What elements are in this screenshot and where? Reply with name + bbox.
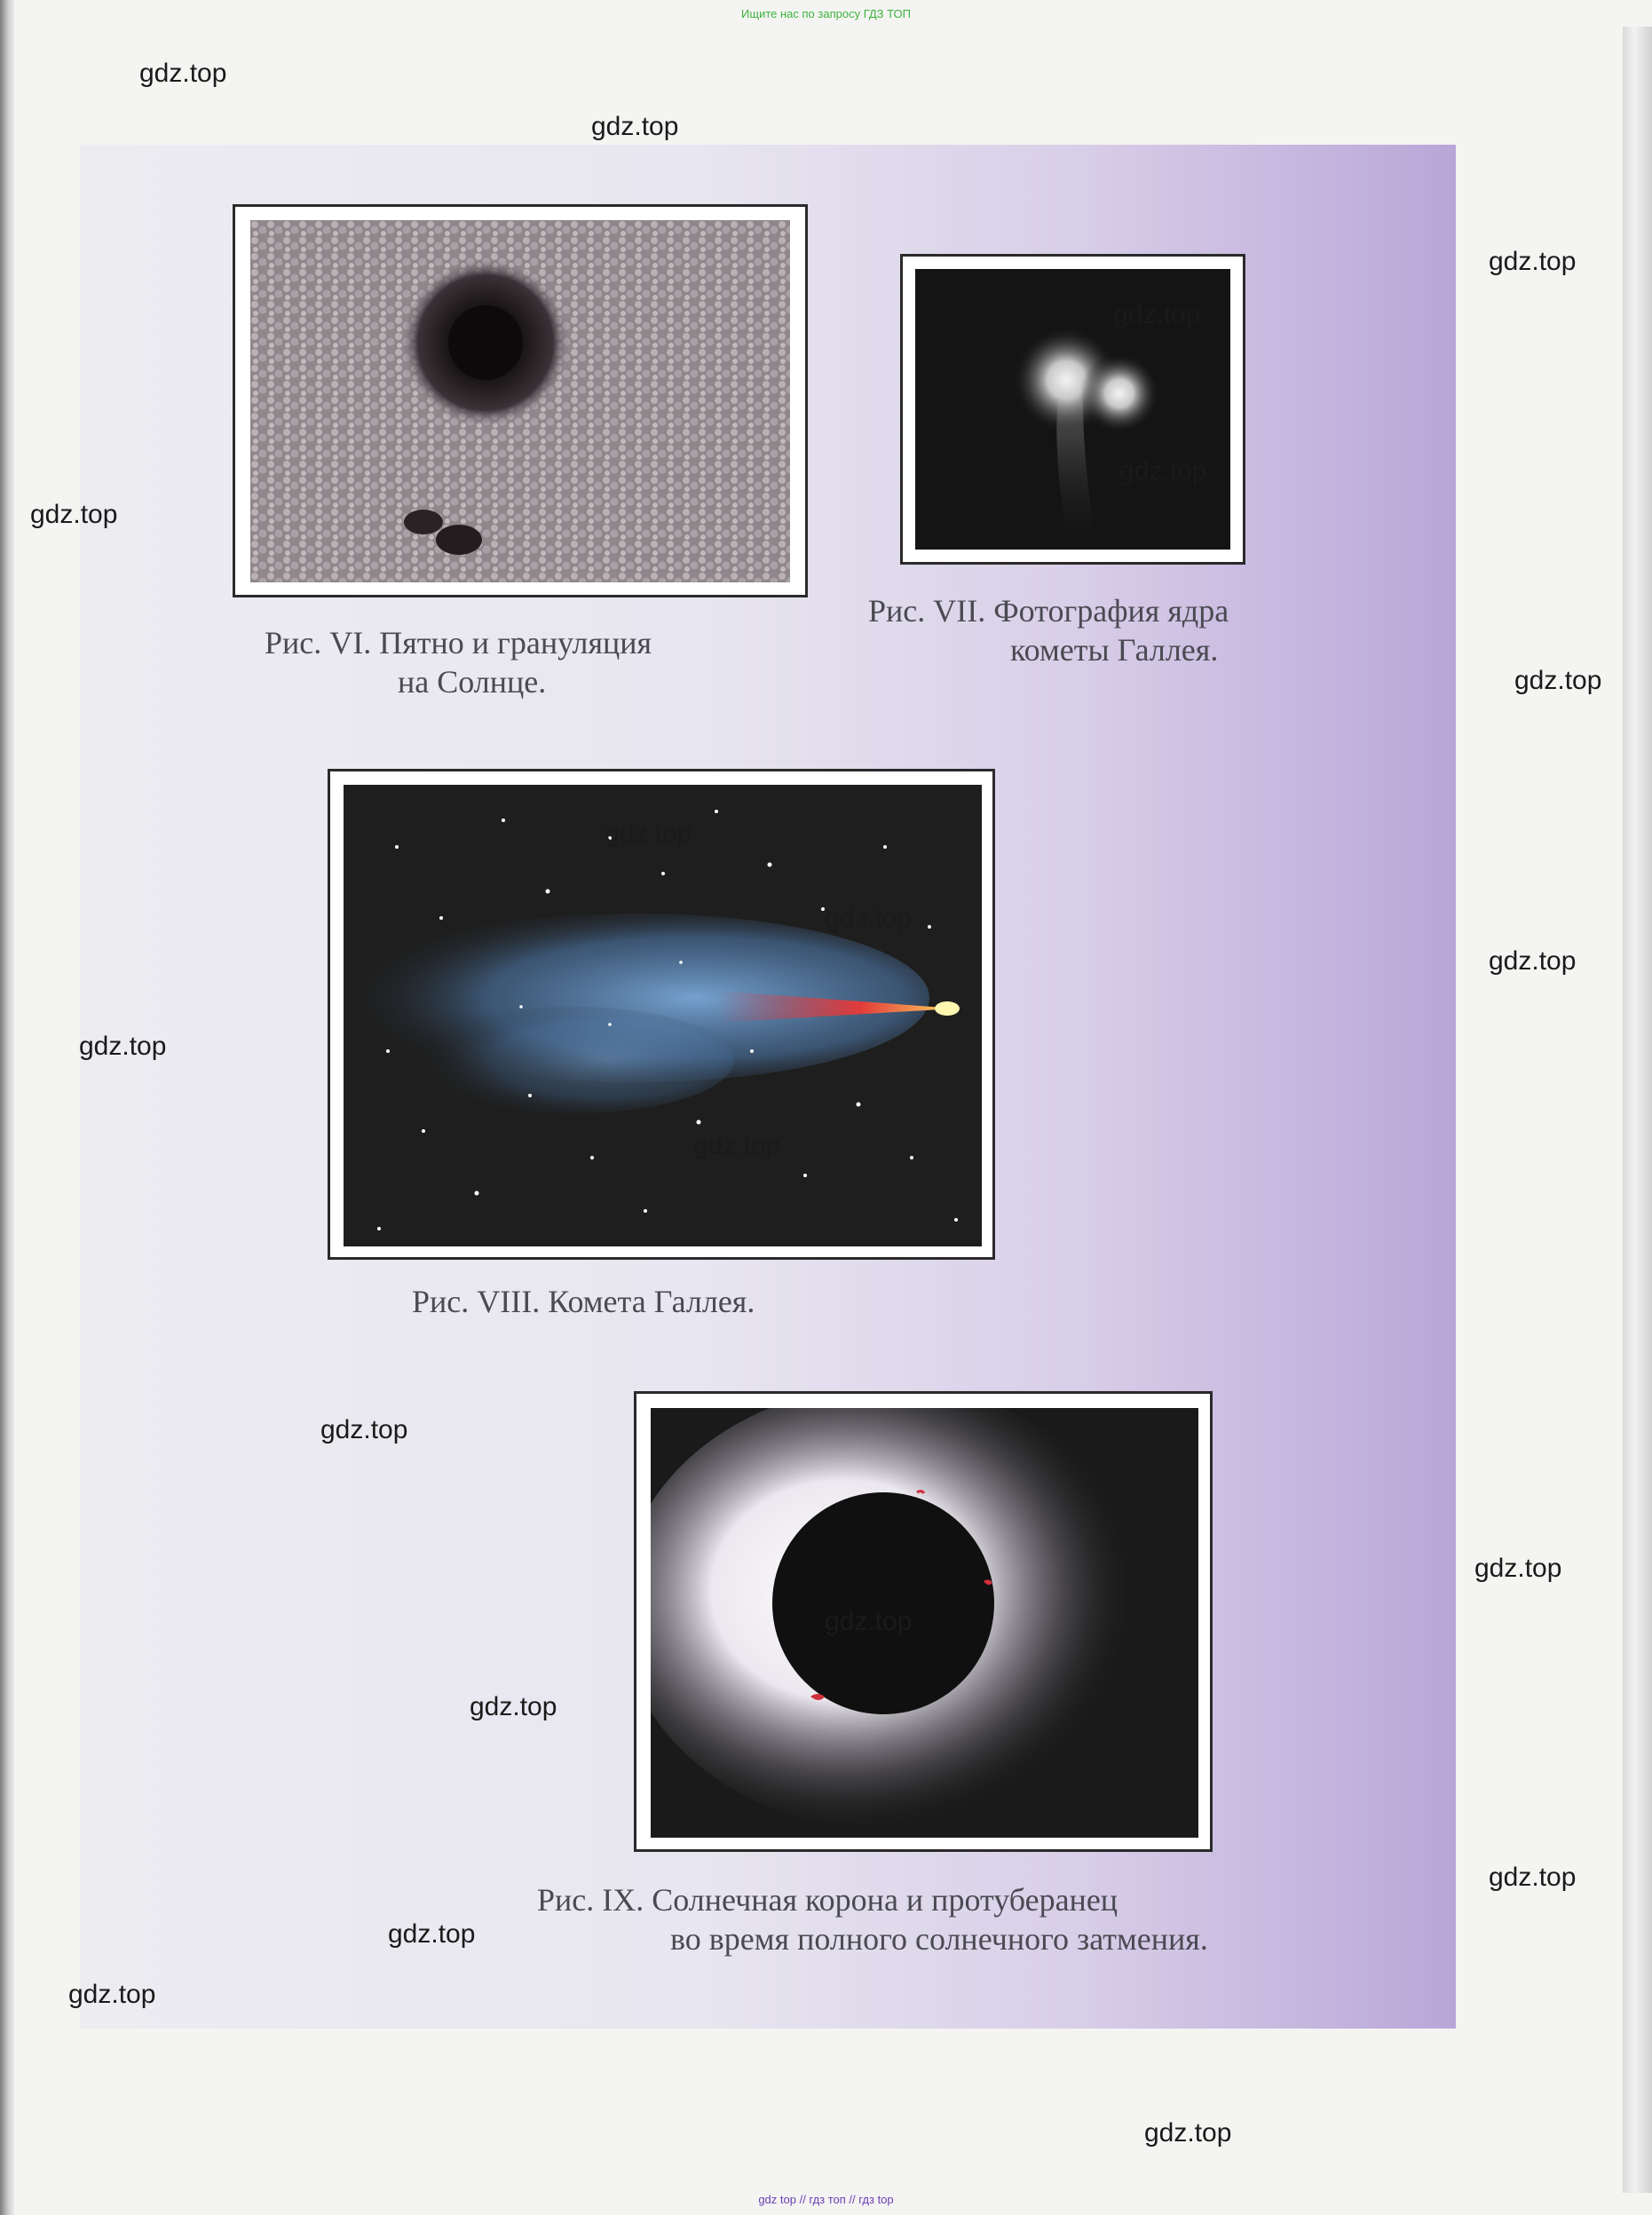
figure-9-caption: Рис. IX. Солнечная корона и протуберанец во время полного солнечного затмения.: [537, 1882, 1208, 1957]
watermark: gdz.top: [470, 1692, 557, 1721]
watermark: gdz.top: [825, 904, 913, 933]
watermark: gdz.top: [1514, 666, 1602, 695]
watermark: gdz.top: [1489, 247, 1577, 276]
watermark: gdz.top: [591, 112, 679, 141]
bottom-banner[interactable]: gdz top // гдз топ // гдз top: [758, 2193, 894, 2206]
watermark: gdz.top: [30, 500, 118, 529]
watermark: gdz.top: [320, 1415, 408, 1444]
watermark: gdz.top: [79, 1032, 167, 1061]
watermark: gdz.top: [1119, 456, 1207, 486]
figure-6-frame: [233, 204, 808, 597]
figure-6-caption: Рис. VI. Пятно и грануляция на Солнце.: [265, 625, 652, 700]
figure-9-frame: [634, 1391, 1213, 1852]
page-spine-left: [0, 0, 14, 2215]
watermark: gdz.top: [605, 819, 692, 848]
solar-eclipse-photo: [651, 1408, 1198, 1838]
watermark: gdz.top: [1489, 946, 1577, 976]
watermark: gdz.top: [825, 1607, 913, 1636]
watermark: gdz.top: [1144, 2118, 1232, 2148]
watermark: gdz.top: [1489, 1863, 1577, 1892]
watermark: gdz.top: [139, 59, 227, 88]
page-spine-right: [1623, 27, 1652, 2193]
watermark: gdz.top: [1474, 1554, 1562, 1583]
top-banner[interactable]: Ищите нас по запросу ГДЗ ТОП: [741, 7, 911, 20]
figure-7-caption: Рис. VII. Фотография ядра кометы Галлея.: [868, 593, 1229, 668]
figure-8-caption: Рис. VIII. Комета Галлея.: [412, 1284, 755, 1319]
watermark: gdz.top: [693, 1131, 781, 1160]
sunspot-photo: [250, 220, 790, 582]
watermark: gdz.top: [68, 1980, 156, 2009]
watermark: gdz.top: [388, 1919, 476, 1949]
halley-comet-photo: [344, 785, 982, 1246]
watermark: gdz.top: [1113, 300, 1201, 329]
